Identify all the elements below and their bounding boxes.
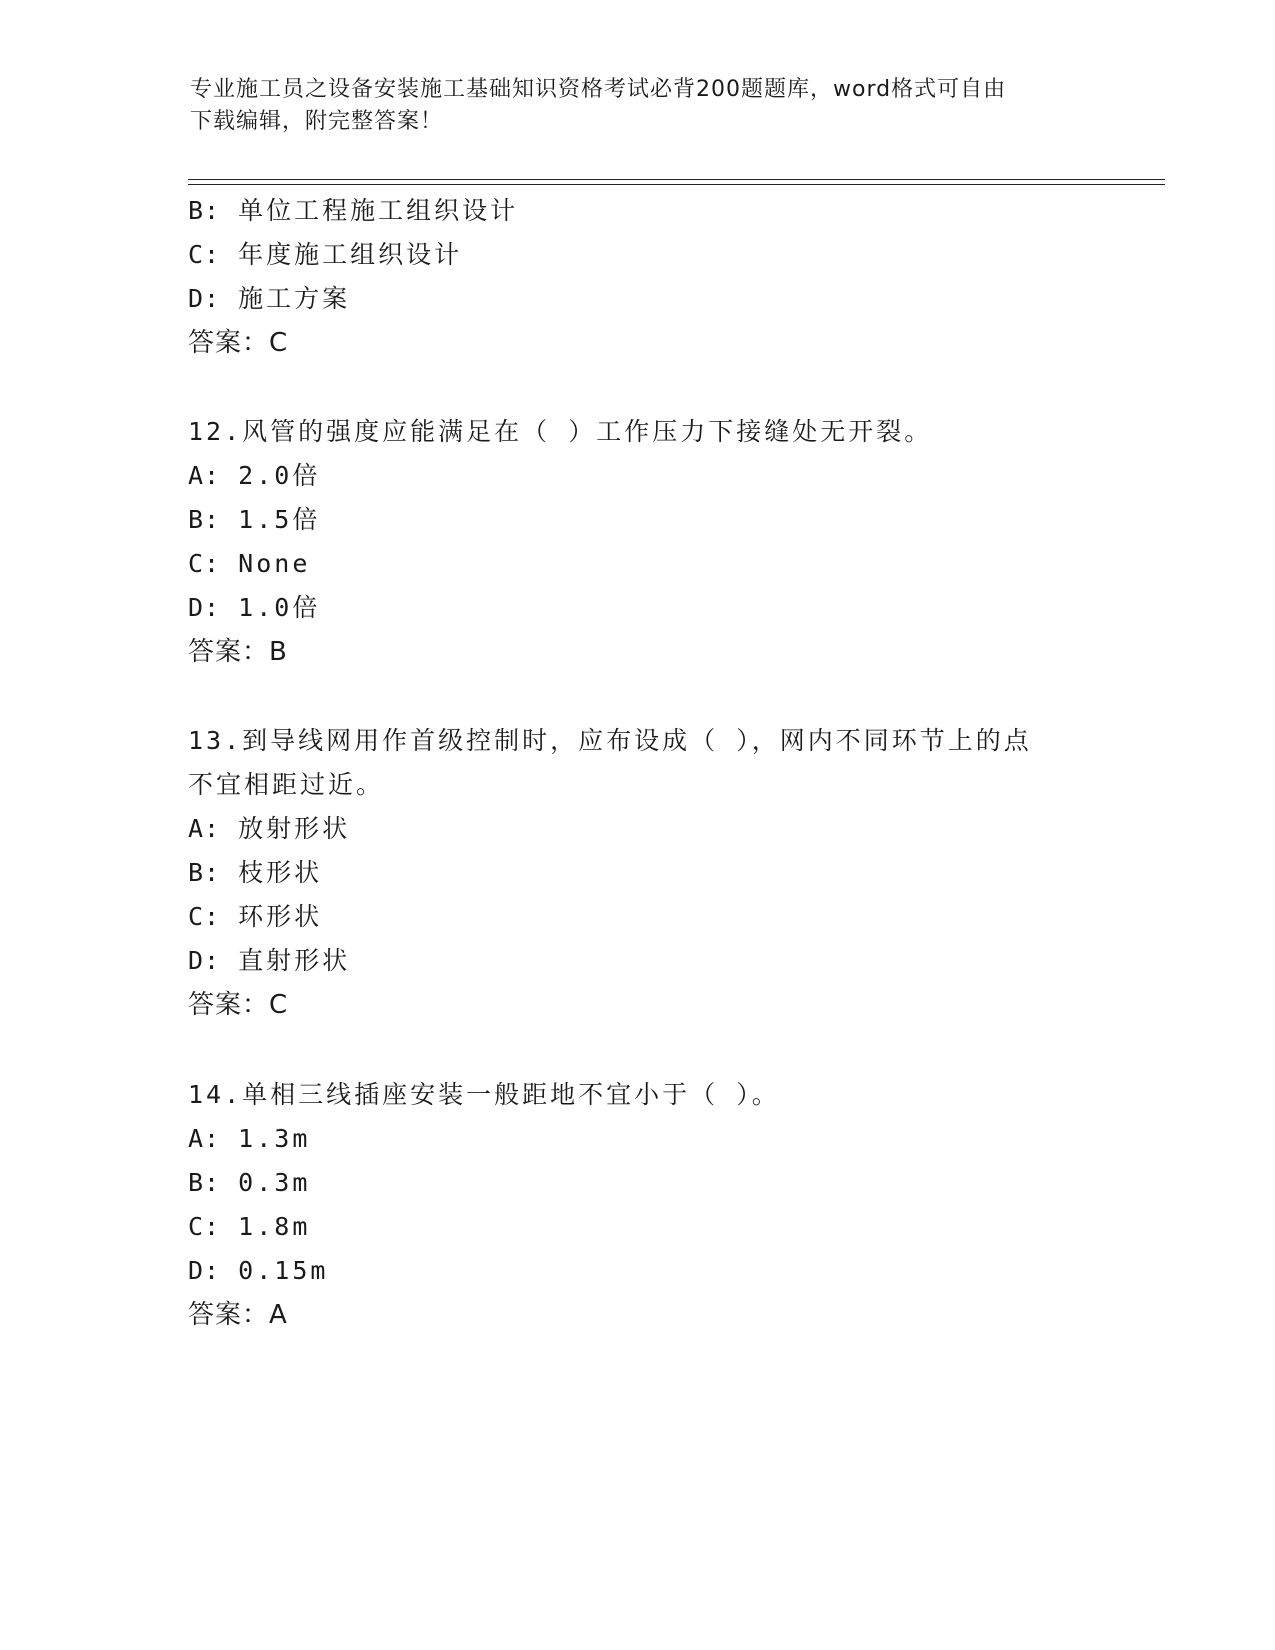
option-text: 枝形状: [238, 858, 323, 887]
option-text: 放射形状: [238, 814, 351, 843]
q12-option-d: [188, 593, 320, 623]
option-text: 单位工程施工组织设计: [238, 196, 519, 225]
q13-answer: 答案：C: [188, 990, 289, 1020]
option-label: C:: [188, 240, 221, 269]
option-text: 1.0倍: [238, 593, 321, 622]
q12-option-a: [188, 461, 320, 491]
q14-option-b: [188, 1168, 310, 1198]
option-label: A:: [188, 814, 221, 843]
q14-answer: 答案：A: [188, 1300, 288, 1330]
header-divider-top: [188, 179, 1165, 180]
q13-option-a: [188, 814, 350, 844]
q13-option-c: [188, 902, 322, 932]
option-text: 2.0倍: [238, 461, 321, 490]
option-text: 环形状: [238, 902, 323, 931]
q14-question: 14.单相三线插座安装一般距地不宜小于（ ）。: [188, 1080, 780, 1109]
option-label: B:: [188, 196, 221, 225]
q14-option-a: [188, 1124, 310, 1154]
q13-question-line-1: 13.到导线网用作首级控制时，应布设成（ ），网内不同环节上的点: [188, 726, 1032, 755]
option-label: B:: [188, 858, 221, 887]
q11-option-d: [188, 284, 350, 314]
option-text: 直射形状: [238, 946, 351, 975]
option-label: B:: [188, 1168, 221, 1197]
q13-option-d: [188, 946, 350, 976]
q12-option-c: [188, 549, 310, 579]
option-text: 0.15m: [238, 1256, 329, 1285]
option-label: C:: [188, 902, 221, 931]
q11-option-c: [188, 240, 462, 270]
option-text: 施工方案: [238, 284, 351, 313]
q11-answer: 答案：C: [188, 328, 289, 358]
option-label: D:: [188, 1256, 221, 1285]
q13-option-b: [188, 858, 322, 888]
option-label: C:: [188, 1212, 221, 1241]
option-text: 1.5倍: [238, 505, 321, 534]
option-label: D:: [188, 946, 221, 975]
q12-question: 12.风管的强度应能满足在（ ）工作压力下接缝处无开裂。: [188, 417, 933, 446]
option-text: 1.3m: [238, 1124, 311, 1153]
header-line-2: 下载编辑，附完整答案！: [190, 109, 444, 134]
option-text: 年度施工组织设计: [238, 240, 463, 269]
q12-answer: 答案：B: [188, 637, 288, 667]
option-text: 1.8m: [238, 1212, 311, 1241]
option-text: None: [238, 549, 311, 578]
q11-option-b: [188, 196, 518, 226]
option-label: D:: [188, 284, 221, 313]
option-label: D:: [188, 593, 221, 622]
q12-option-b: [188, 505, 320, 535]
header-divider-bottom: [188, 184, 1165, 185]
q13-question-line-2: 不宜相距过近。: [188, 770, 385, 799]
option-label: A:: [188, 1124, 221, 1153]
document-header: [190, 74, 1070, 138]
option-text: 0.3m: [238, 1168, 311, 1197]
q14-option-d: [188, 1256, 328, 1286]
header-line-1: 专业施工员之设备安装施工基础知识资格考试必背200题题库，word格式可自由: [190, 77, 1007, 102]
option-label: A:: [188, 461, 221, 490]
q14-option-c: [188, 1212, 310, 1242]
option-label: B:: [188, 505, 221, 534]
option-label: C:: [188, 549, 221, 578]
